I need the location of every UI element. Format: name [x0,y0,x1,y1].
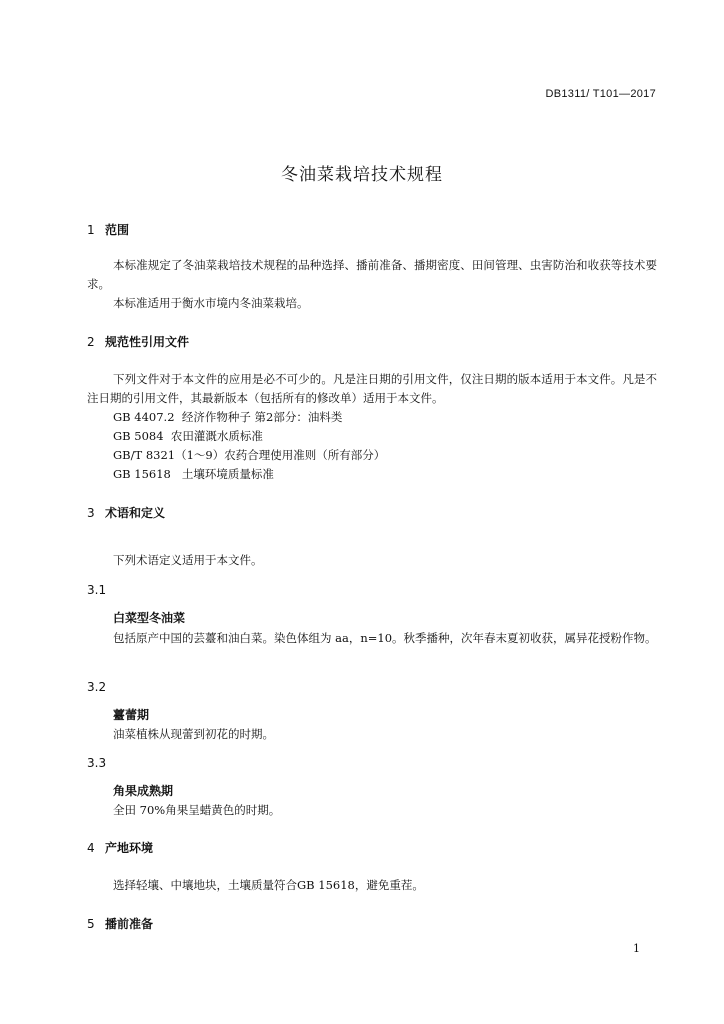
term-name: 薹蕾期 [113,708,150,722]
reference-item: GB 4407.2 经济作物种子 第2部分：油料类 [113,410,343,424]
page-number: 1 [633,942,640,955]
section-5-heading [87,915,657,932]
term-definition: 包括原产中国的芸薹和油白菜。染色体组为 aa，n=10。秋季播种，次年春末夏初收获，属异花授粉作物。 [113,631,657,645]
section-number: 4 [87,841,95,855]
subsection-number: 3.1 [87,583,107,597]
reference-item: GB/T 8321（1～9）农药合理使用准则（所有部分） [113,448,386,462]
reference-item: GB 15618 土壤环境质量标准 [113,467,274,481]
section-3-paragraph-1: 下列术语定义适用于本文件。 [113,553,263,567]
section-title: 产地环境 [105,841,154,855]
term-name: 角果成熟期 [113,784,174,798]
section-1-paragraph-2: 本标准适用于衡水市境内冬油菜栽培。 [113,296,309,310]
section-4-paragraph-1: 选择轻壤、中壤地块，土壤质量符合GB 15618，避免重茬。 [113,878,424,892]
term-name: 白菜型冬油菜 [113,611,186,625]
section-2-paragraph-1: 下列文件对于本文件的应用是必不可少的。凡是注日期的引用文件，仅注日期的版本适用于本文件。凡是不注日期的引用文件，其最新版本（包括所有的修改单）适用于本文件。 [87,372,657,405]
section-number: 2 [87,335,95,349]
subsection-number: 3.2 [87,680,107,694]
section-3-heading [87,504,657,521]
section-title: 播前准备 [105,917,154,931]
term-definition: 全田 70%角果呈蜡黄色的时期。 [113,803,281,817]
section-title: 术语和定义 [105,506,166,520]
section-4-heading [87,839,657,856]
section-1-paragraph-1: 本标准规定了冬油菜栽培技术规程的品种选择、播前准备、播期密度、田间管理、虫害防治和收获等技术要求。 [87,258,657,291]
section-title: 规范性引用文件 [105,335,190,349]
subsection-number: 3.3 [87,756,107,770]
document-title: 冬油菜栽培技术规程 [281,165,443,185]
standard-code: DB1311/ T101—2017 [545,88,656,100]
section-2-heading [87,333,657,350]
reference-item: GB 5084 农田灌溉水质标准 [113,429,263,443]
section-number: 1 [87,223,95,237]
section-1-heading [87,221,657,238]
section-number: 3 [87,506,95,520]
term-definition: 油菜植株从现蕾到初花的时期。 [113,727,274,741]
section-title: 范围 [105,223,130,237]
section-number: 5 [87,917,95,931]
